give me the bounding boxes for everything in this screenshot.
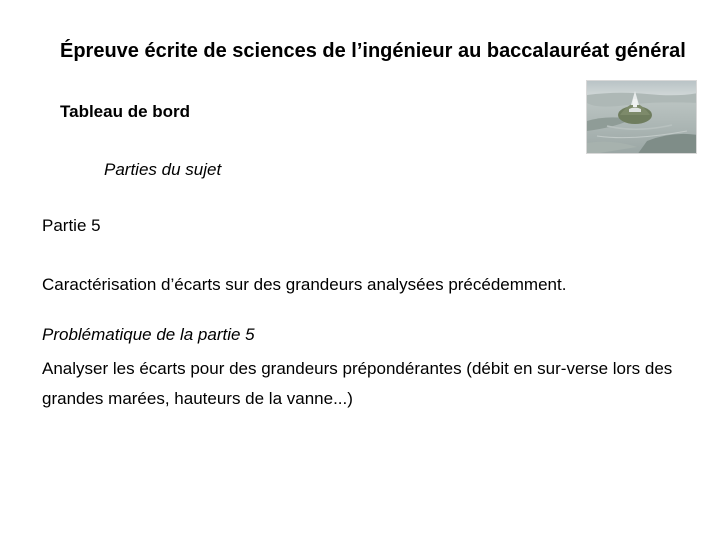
dashboard-heading: Tableau de bord — [60, 102, 191, 121]
page-title: Épreuve écrite de sciences de l’ingénieur au baccalauréat général — [60, 40, 686, 62]
characterisation-text: Caractérisation d’écarts sur des grandeurs analysées précédemment. — [42, 275, 567, 294]
problem-text: Analyser les écarts pour des grandeurs prépondérantes (débit en sur-verse lors des grandes marées, hauteurs de la vanne...) — [42, 359, 673, 408]
part-heading: Partie 5 — [42, 216, 101, 235]
aerial-photo — [586, 80, 697, 154]
aerial-island-photo-icon — [587, 81, 697, 154]
parts-link[interactable]: Parties du sujet — [104, 160, 222, 179]
problem-heading: Problématique de la partie 5 — [42, 325, 255, 344]
